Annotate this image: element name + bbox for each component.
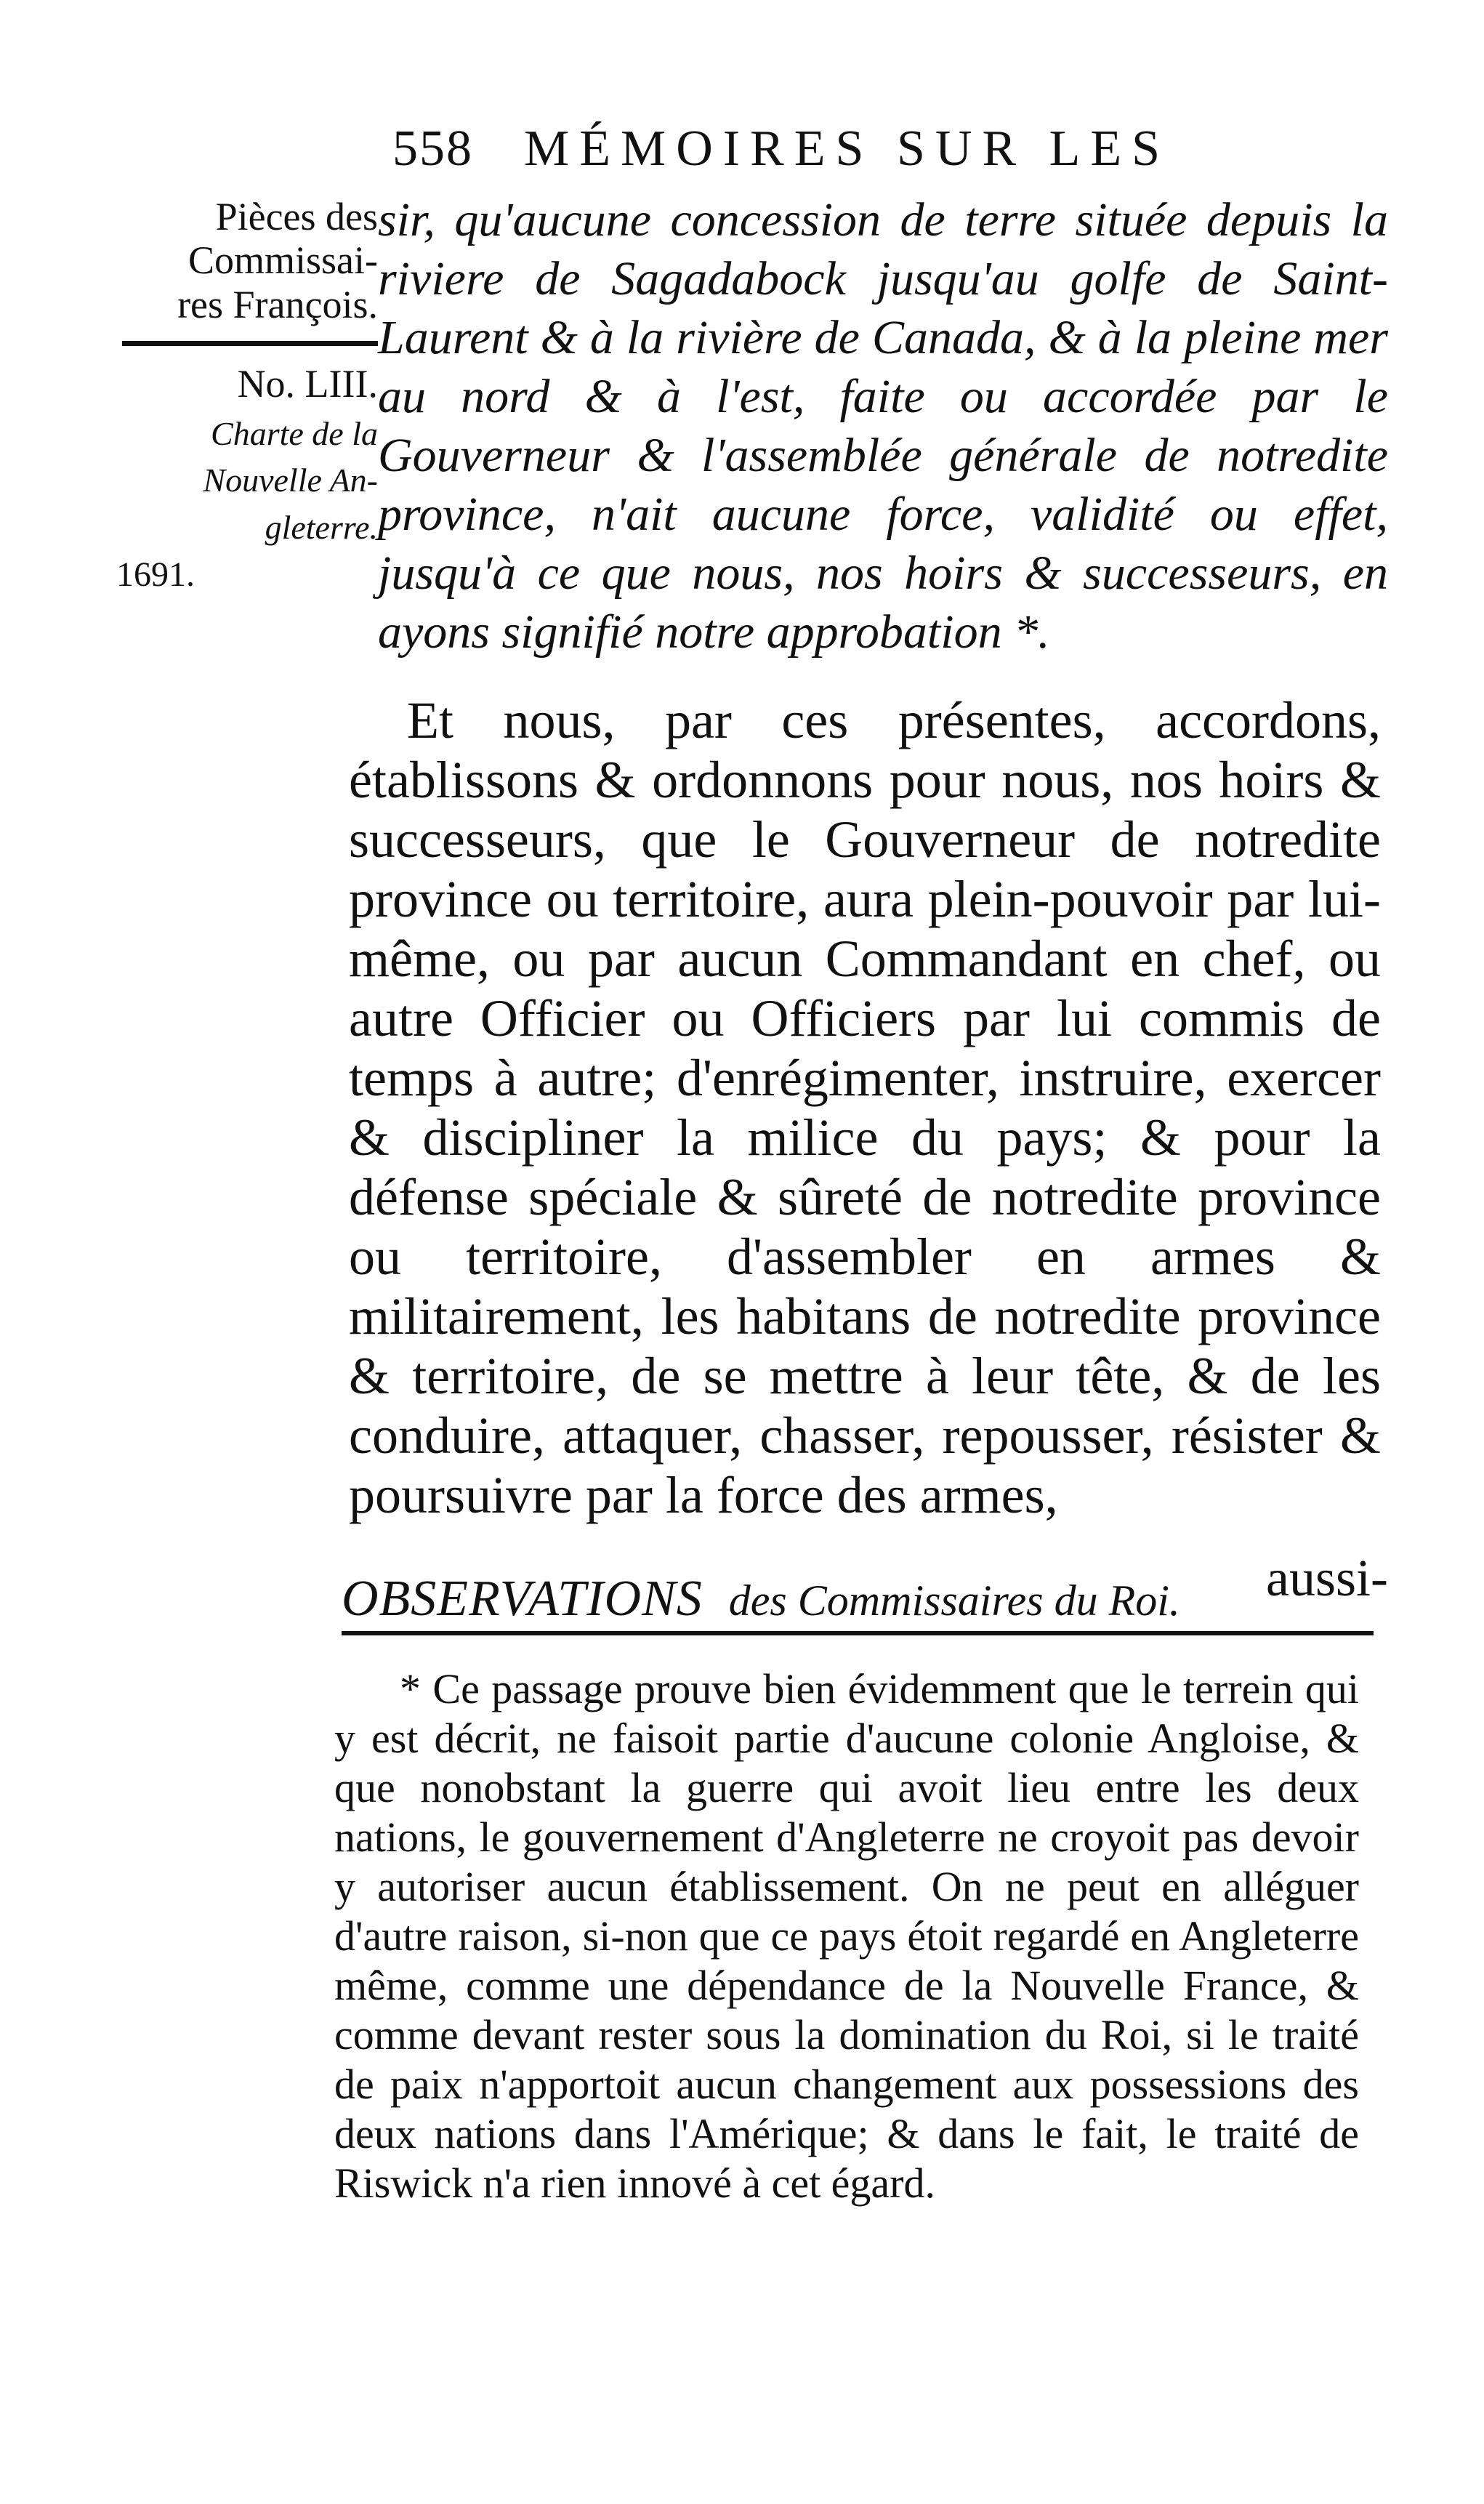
margin-charte-line: Nouvelle An- <box>203 462 378 499</box>
margin-notes <box>109 195 378 595</box>
margin-charte-line: Charte de la <box>211 414 378 452</box>
margin-charte <box>109 411 378 551</box>
running-header <box>392 121 1337 177</box>
main-paragraph: Et nous, par ces présentes, accordons, établissons & ordonnons pour nous, nos hoirs & successeurs, que le Gouverneur de notredite province ou territoire, aura plein-pouvoir par lui-même, ou par aucun Commandant en chef, ou autre Officier ou Officiers par lui commis de temps à autre; d'enrégimenter, instruire, exercer & discipliner la milice du pays; & pour la défense spéciale & sûreté de notredite province ou territoire, d'assembler en armes & militairement, les habitans de notredite province & territoire, de se mettre à leur tête, & de les conduire, attaquer, chasser, repousser, résister & poursuivre par la force des armes, <box>349 691 1381 1524</box>
margin-year: 1691. <box>116 555 195 595</box>
observations-heading-main: OBSERVATIONS <box>342 1571 703 1627</box>
italic-passage: sir, qu'aucune concession de terre située depuis la riviere de Sagadabock jusqu'au golfe de Saint-Laurent & à la rivière de Canada, & à la pleine mer au nord & à l'est, faite ou accordée par le Gouverneur & l'assemblée générale de notredite province, n'ait aucune force, validité ou effet, jusqu'à ce que nous, nos hoirs & successeurs, en ayons signifié notre approbation *. <box>378 193 1388 659</box>
margin-rule <box>122 341 378 346</box>
observations-note: * Ce passage prouve bien évidemment que le terrein qui y est décrit, ne faisoit partie d'aucune colonie Angloise, & que nonobstant la guerre qui avoit lieu entre les deux nations, le gouvernement d'Angleterre ne croyoit pas devoir y autoriser aucun établissement. On ne peut en alléguer d'autre raison, si-non que ce pays étoit regardé en Angleterre même, comme une dépendance de la Nouvelle France, & comme devant rester sous la domination du Roi, si le traité de paix n'apportoit aucun changement aux possessions des deux nations dans l'Amérique; & dans le fait, le traité de Riswick n'a rien innové à cet égard. <box>334 1665 1359 2207</box>
margin-pieces-line: Pièces des <box>215 195 378 238</box>
margin-charte-line: gleterre. <box>265 508 378 546</box>
page-number: 558 <box>392 121 473 177</box>
observations-heading-rest: des Commissaires du Roi. <box>728 1577 1180 1625</box>
running-title: MÉMOIRES SUR LES <box>524 121 1171 177</box>
margin-pieces <box>109 195 378 326</box>
margin-pieces-line: Commissai- <box>187 238 378 283</box>
margin-pieces-line: res François. <box>177 282 378 326</box>
catchword: aussi- <box>1266 1549 1388 1607</box>
document-number: No. LIII. <box>237 362 378 406</box>
observations-heading <box>342 1570 1374 1635</box>
